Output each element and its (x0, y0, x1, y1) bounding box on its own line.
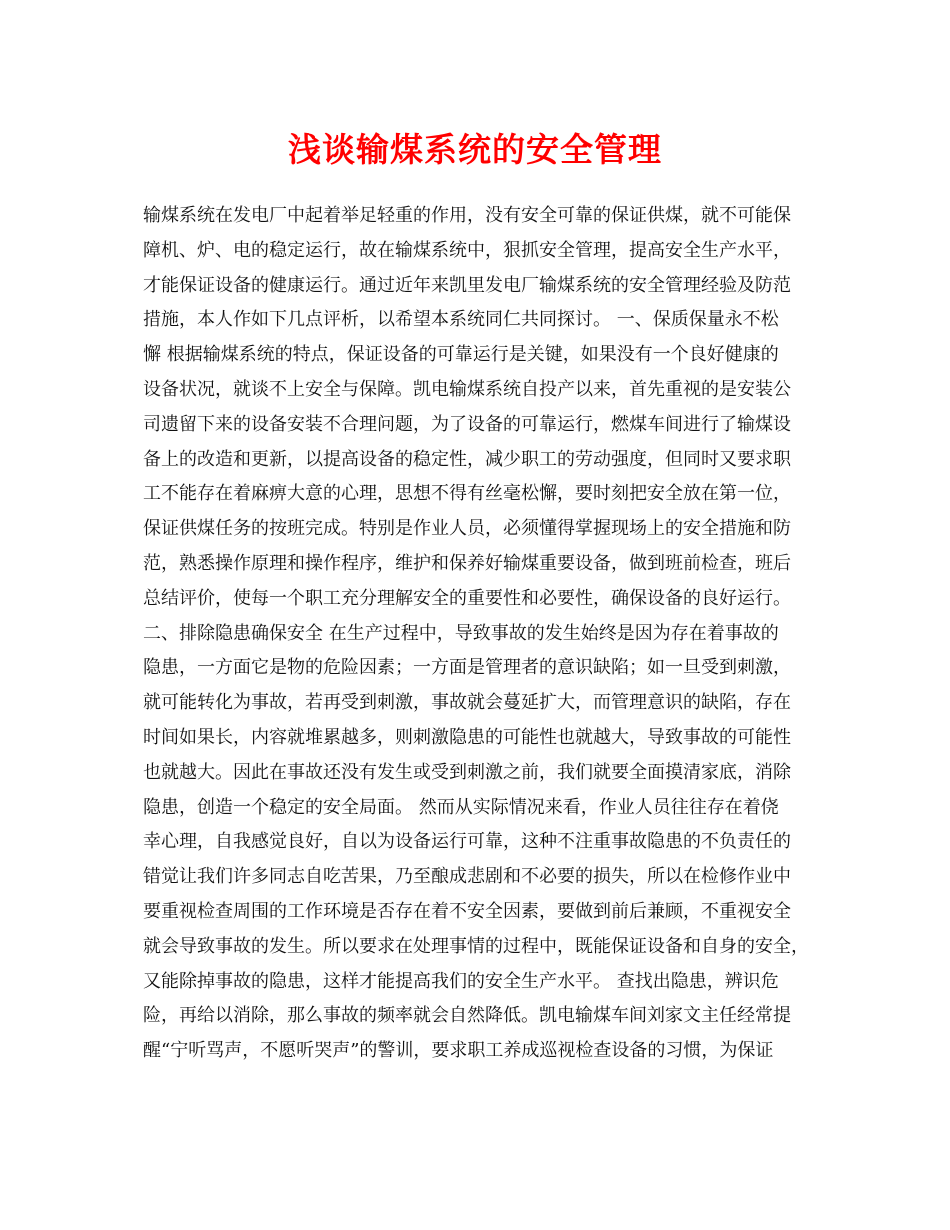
body-line: 醒“宁听骂声，不愿听哭声”的警训，要求职工养成巡视检查设备的习惯，为保证 (143, 1040, 774, 1062)
body-line: 就可能转化为事故，若再受到刺激，事故就会蔓延扩大，而管理意识的缺陷，存在 (143, 692, 791, 714)
body-line: 险，再给以消除，那么事故的频率就会自然降低。凯电输煤车间刘家文主任经常提 (143, 1005, 791, 1027)
body-line: 也就越大。因此在事故还没有发生或受到刺激之前，我们就要全面摸清家底，消除 (143, 761, 791, 783)
document-title: 浅谈输煤系统的安全管理 (288, 130, 662, 169)
body-line: 措施，本人作如下几点评析，以希望本系统同仁共同探讨。 一、保质保量永不松 (143, 309, 779, 331)
body-line: 时间如果长，内容就堆累越多，则刺激隐患的可能性也就越大，导致事故的可能性 (143, 726, 791, 748)
body-line: 设备状况，就谈不上安全与保障。凯电输煤系统自投产以来，首先重视的是安装公 (143, 378, 791, 400)
body-line: 保证供煤任务的按班完成。特别是作业人员，必须懂得掌握现场上的安全措施和防 (143, 518, 791, 540)
body-line: 才能保证设备的健康运行。通过近年来凯里发电厂输煤系统的安全管理经验及防范 (143, 274, 791, 296)
body-line: 又能除掉事故的隐患，这样才能提高我们的安全生产水平。 查找出隐患，辨识危 (143, 970, 779, 992)
body-line: 就会导致事故的发生。所以要求在处理事情的过程中，既能保证设备和自身的安全， (143, 935, 809, 957)
body-line: 工不能存在着麻痹大意的心理，思想不得有丝毫松懈，要时刻把安全放在第一位， (143, 483, 791, 505)
body-line: 总结评价，使每一个职工充分理解安全的重要性和必要性，确保设备的良好运行。 (143, 587, 791, 609)
body-line: 障机、炉、电的稳定运行，故在输煤系统中，狠抓安全管理，提高安全生产水平， (143, 239, 791, 261)
body-line: 输煤系统在发电厂中起着举足轻重的作用，没有安全可靠的保证供煤，就不可能保 (143, 205, 791, 226)
body-line: 司遗留下来的设备安装不合理问题，为了设备的可靠运行，燃煤车间进行了输煤设 (143, 413, 791, 435)
body-line: 隐患，一方面它是物的危险因素；一方面是管理者的意识缺陷；如一旦受到刺激， (143, 657, 791, 679)
body-line: 要重视检查周围的工作环境是否存在着不安全因素，要做到前后兼顾，不重视安全 (143, 900, 791, 922)
body-line: 二、排除隐患确保安全 在生产过程中，导致事故的发生始终是因为存在着事故的 (143, 622, 779, 644)
body-line: 错觉让我们许多同志自吃苦果，乃至酿成悲剧和不必要的损失，所以在检修作业中 (143, 866, 791, 888)
body-line: 幸心理，自我感觉良好，自以为设备运行可靠，这种不注重事故隐患的不负责任的 (143, 831, 791, 853)
body-line: 备上的改造和更新，以提高设备的稳定性，减少职工的劳动强度，但同时又要求职 (143, 448, 791, 470)
body-line: 范，熟悉操作原理和操作程序，维护和保养好输煤重要设备，做到班前检查，班后 (143, 552, 791, 574)
document-body (143, 199, 833, 1069)
body-line: 隐患，创造一个稳定的安全局面。 然而从实际情况来看，作业人员往往存在着侥 (143, 796, 779, 818)
body-line: 懈 根据输煤系统的特点，保证设备的可靠运行是关键，如果没有一个良好健康的 (143, 344, 779, 366)
